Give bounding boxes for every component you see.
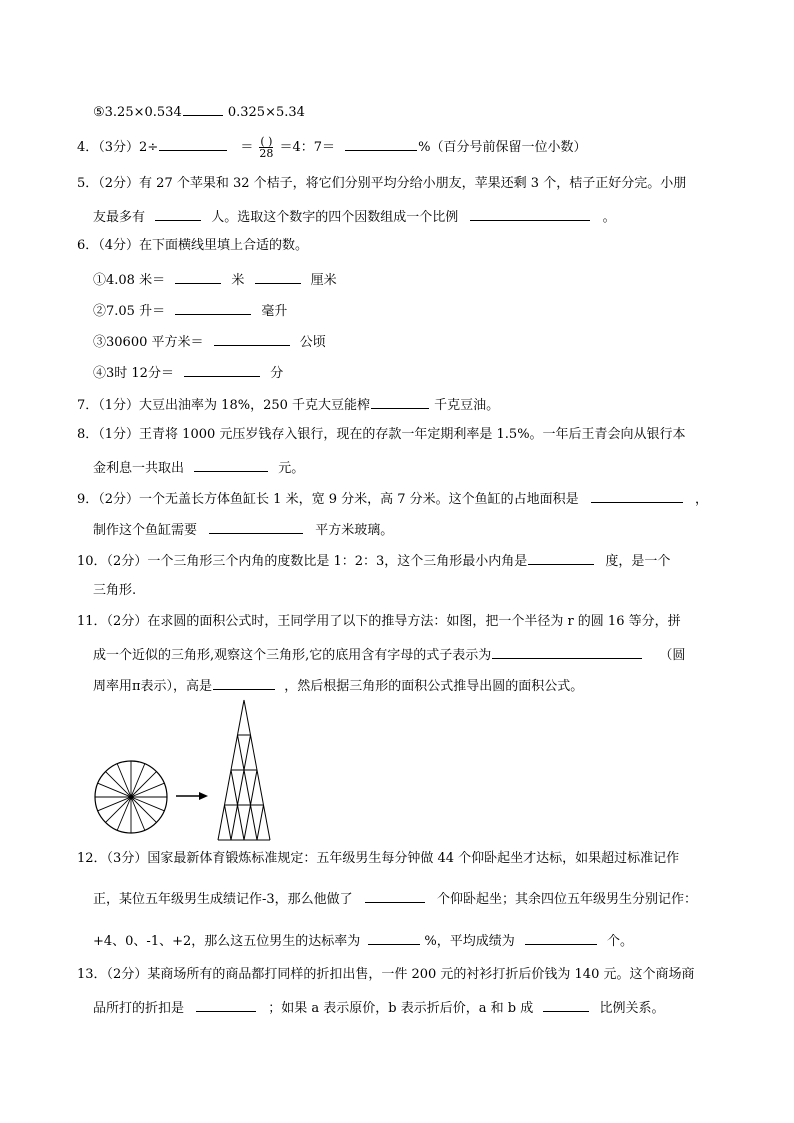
- triangle-line: [238, 805, 245, 840]
- q7-text-a: 7．（1分）大豆出油率为 18%，250 千克大豆能榨: [77, 398, 371, 413]
- fraction-denominator: 28: [259, 147, 274, 160]
- q11-text-a: 成一个近似的三角形,观察这个三角形,它的底用含有字母的式子表示为: [93, 648, 492, 663]
- sector-line: [106, 797, 131, 822]
- triangle-line: [225, 805, 232, 840]
- question-12-line3: [93, 930, 633, 951]
- triangle-line: [238, 735, 245, 770]
- triangle-line: [231, 770, 238, 805]
- q9-text-c: 制作这个鱼缸需要: [93, 523, 198, 538]
- divided-circle: [95, 761, 167, 833]
- q6-item3-unit: 公顷: [299, 335, 326, 350]
- q4-eq1: ＝: [240, 140, 254, 155]
- q12-text-e: 个。: [607, 934, 634, 949]
- q12-text-c: +4、0、-1、+2，那么这五位男生的达标率为: [93, 934, 361, 949]
- q6-item1-text: ①4.08 米＝: [93, 273, 166, 288]
- q6-item4-unit: 分: [270, 366, 284, 381]
- q9-text-b: ，: [694, 492, 708, 507]
- answer-blank[interactable]: [365, 888, 425, 903]
- triangle-line: [244, 770, 251, 805]
- question-6-title: 6．（4分）在下面横线里填上合适的数。: [77, 238, 309, 253]
- q13-text-a: 品所打的折扣是: [93, 1001, 185, 1016]
- sector-line: [131, 772, 156, 797]
- q7-text-b: 千克豆油。: [434, 398, 500, 413]
- q12-text-d: %，平均成绩为: [424, 934, 515, 949]
- q3-item5-right: 0.325×5.34: [227, 105, 305, 120]
- q6-item4-text: ④3时 12分＝: [93, 366, 174, 381]
- triangle-line: [257, 805, 264, 840]
- sector-line: [106, 772, 131, 797]
- q11-text-b: （圆: [659, 648, 686, 663]
- q6-item2-unit: 毫升: [261, 304, 288, 319]
- q10-text-a: 10．（2分）一个三角形三个内角的度数比是 1：2：3，这个三角形最小内角是: [77, 554, 528, 569]
- q4-eq2: ＝4：7＝: [279, 140, 336, 155]
- answer-blank[interactable]: [368, 930, 420, 945]
- q9-text-a: 9．（2分）一个无盖长方体鱼缸长 1 米，宽 9 分米，高 7 分米。这个鱼缸的占地面积是: [77, 492, 579, 507]
- q13-text-c: 比例关系。: [599, 1001, 665, 1016]
- sector-line: [131, 797, 156, 822]
- q6-item1-unit2: 厘米: [310, 273, 337, 288]
- triangle-line: [231, 805, 238, 840]
- q6-item2-text: ②7.05 升＝: [93, 304, 166, 319]
- question-8-line1: 8．（1分）王青将 1000 元压岁钱存入银行，现在的存款一年定期利率是 1.5%。一年后王青会向从银行本: [77, 427, 686, 442]
- q12-text-b: 个仰卧起坐；其余四位五年级男生分别记作：: [436, 892, 697, 907]
- q12-text-a: 正，某位五年级男生成绩记作-3，那么他做了: [93, 892, 353, 907]
- q5-text-c: 。: [602, 210, 616, 225]
- question-12-line2: [93, 888, 697, 909]
- q10-text-b: 度，是一个: [605, 554, 671, 569]
- answer-blank[interactable]: [543, 997, 589, 1012]
- triangle-line: [238, 770, 245, 805]
- q6-item1-unit1: 米: [231, 273, 245, 288]
- question-13-line2: [93, 997, 665, 1018]
- question-12-line1: 12．（3分）国家最新体育锻炼标准规定：五年级男生每分钟做 44 个仰卧起坐才达标，如果超过标准记作: [77, 851, 680, 866]
- answer-blank[interactable]: [196, 997, 256, 1012]
- q4-suffix: %（百分号前保留一位小数）: [418, 140, 587, 155]
- triangle-line: [244, 805, 251, 840]
- question-13-line1: 13．（2分）某商场所有的商品都打同样的折扣出售，一件 200 元的衬衫打折后价钱为 140 元。这个商场商: [77, 967, 695, 982]
- q11-text-c: 周率用π表示），高是: [93, 679, 213, 694]
- q13-text-b: ；如果 a 表示原价，b 表示折后价，a 和 b 成: [268, 1001, 534, 1016]
- q9-text-d: 平方米玻璃。: [315, 523, 394, 538]
- answer-blank[interactable]: [525, 930, 597, 945]
- q6-item3-text: ③30600 平方米＝: [93, 335, 204, 350]
- fraction-numerator[interactable]: ( ): [260, 135, 273, 148]
- q3-item5-left: ⑤3.25×0.534: [93, 105, 182, 120]
- q5-text-b: 人。选取这个数字的四个因数组成一个比例: [211, 210, 459, 225]
- q11-text-d: ，然后根据三角形的面积公式推导出圆的面积公式。: [284, 679, 584, 694]
- question-11-line1: 11．（2分）在求圆的面积公式时，王同学用了以下的推导方法：如图，把一个半径为 r 的圆 16 等分，拼: [77, 614, 681, 629]
- q4-prefix: 4．（3分）2÷: [77, 140, 159, 155]
- q5-text-a: 友最多有: [93, 210, 146, 225]
- question-10-line2: 三角形.: [93, 583, 137, 598]
- triangle-line: [244, 735, 251, 770]
- approximate-triangle: [218, 700, 270, 840]
- triangle-line: [251, 805, 258, 840]
- question-5-line1: 5．（2分）有 27 个苹果和 32 个桔子，将它们分别平均分给小朋友，苹果还剩 3 个，桔子正好分完。小朋: [77, 176, 687, 191]
- arrow-icon: [176, 792, 208, 800]
- q8-text-b: 元。: [278, 461, 305, 476]
- triangle-line: [251, 770, 258, 805]
- q8-text-a: 金利息一共取出: [93, 461, 185, 476]
